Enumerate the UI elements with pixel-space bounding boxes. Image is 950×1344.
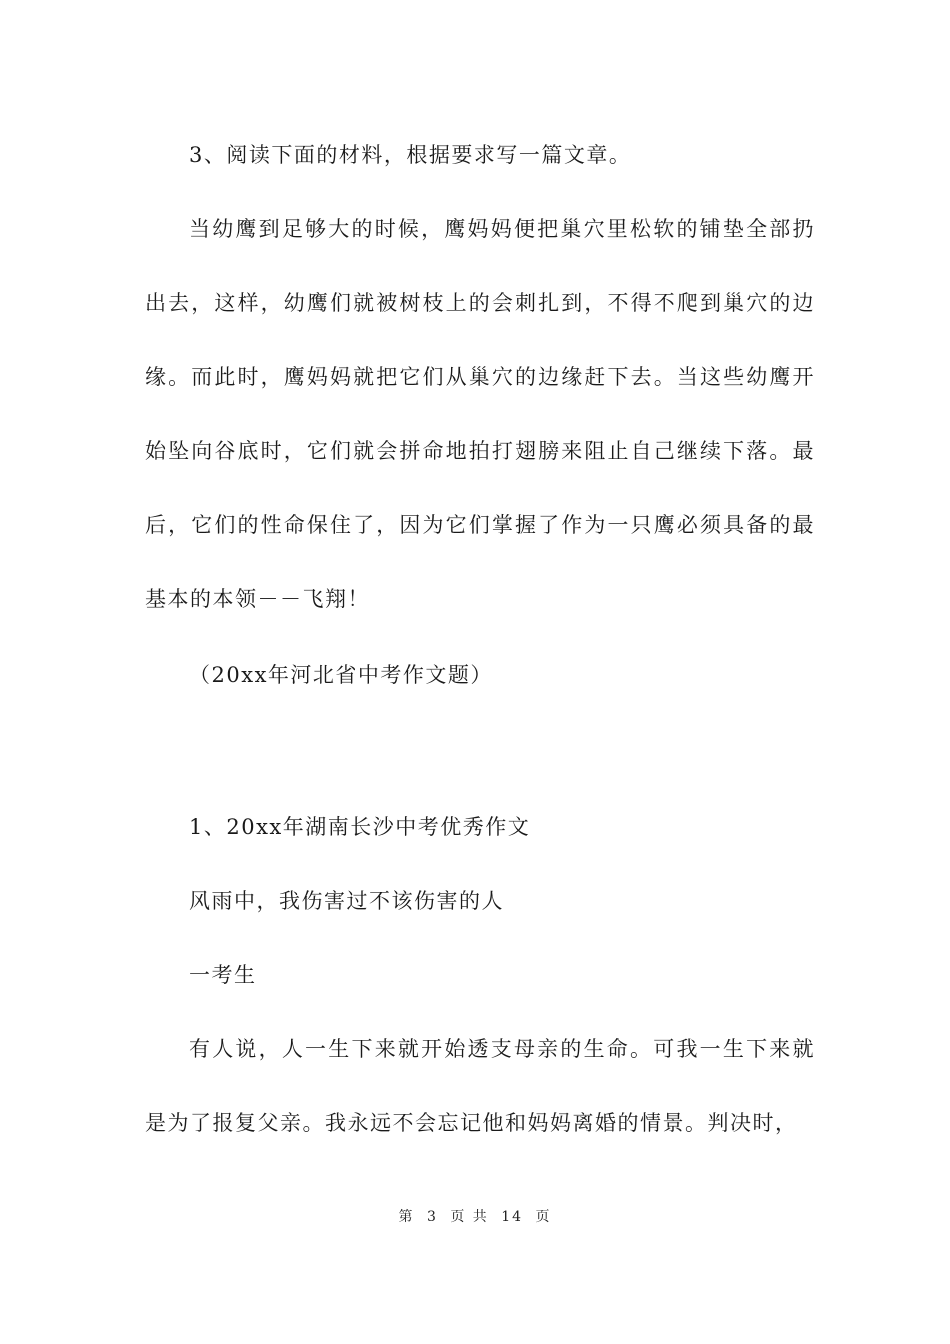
footer-middle: 页 共 (450, 1209, 489, 1225)
essay-author: 一考生 (189, 963, 257, 987)
question-3-prompt: 3、阅读下面的材料，根据要求写一篇文章。 (189, 143, 632, 167)
reading-material-paragraph: 当幼鹰到足够大的时候，鹰妈妈便把巢穴里松软的铺垫全部扔出去，这样，幼鹰们就被树枝上的会刺扎到，不得不爬到巢穴的边缘。而此时，鹰妈妈就把它们从巢穴的边缘赶下去。当这些幼鹰开始坠向谷底时，它们就会拼命地拍打翅膀来阻止自己继续下落。最后，它们的性命保住了，因为它们掌握了作为一只鹰必须具备的最基本的本领－－飞翔！ (145, 217, 815, 611)
footer-current-page: 3 (426, 1209, 438, 1225)
material-source-note: （20xx年河北省中考作文题） (189, 663, 493, 687)
essay-title: 风雨中，我伤害过不该伤害的人 (189, 889, 504, 913)
section-1-heading: 1、20xx年湖南长沙中考优秀作文 (189, 815, 531, 839)
footer-prefix: 第 (398, 1209, 415, 1225)
essay-body-paragraph: 有人说，人一生下来就开始透支母亲的生命。可我一生下来就是为了报复父亲。我永远不会忘记他和妈妈离婚的情景。判决时， (145, 1037, 815, 1135)
page-footer (0, 1206, 950, 1226)
footer-suffix: 页 (535, 1209, 552, 1225)
footer-total-pages: 14 (501, 1209, 524, 1225)
